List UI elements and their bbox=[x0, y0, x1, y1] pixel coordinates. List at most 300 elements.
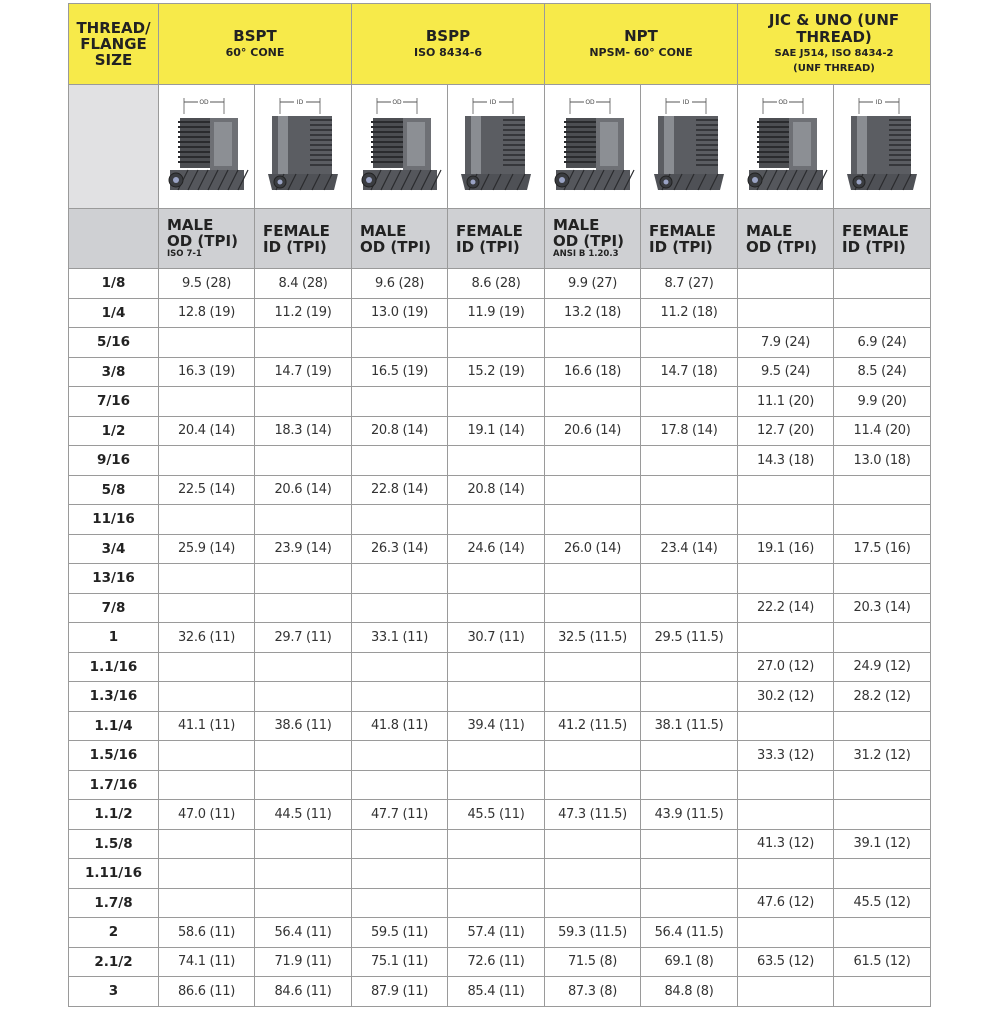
value-cell: 31.2 (12) bbox=[834, 741, 931, 771]
value-cell: 8.7 (27) bbox=[641, 269, 738, 299]
value-cell: 11.9 (19) bbox=[448, 298, 545, 328]
size-cell: 1.11/16 bbox=[69, 859, 159, 889]
value-cell: 20.6 (14) bbox=[255, 475, 352, 505]
value-cell bbox=[255, 741, 352, 771]
value-cell: 69.1 (8) bbox=[641, 947, 738, 977]
value-cell: 22.5 (14) bbox=[159, 475, 255, 505]
value-cell bbox=[255, 564, 352, 594]
value-cell: 12.7 (20) bbox=[738, 416, 834, 446]
size-cell: 2 bbox=[69, 918, 159, 948]
value-cell: 74.1 (11) bbox=[159, 947, 255, 977]
value-cell bbox=[255, 505, 352, 535]
value-cell bbox=[641, 829, 738, 859]
column-label-row bbox=[69, 209, 931, 269]
size-cell: 1/8 bbox=[69, 269, 159, 299]
value-cell: 22.8 (14) bbox=[352, 475, 448, 505]
value-cell bbox=[352, 387, 448, 417]
table-row bbox=[69, 652, 931, 682]
value-cell bbox=[545, 593, 641, 623]
illustration-cell bbox=[159, 85, 255, 209]
value-cell: 47.0 (11) bbox=[159, 800, 255, 830]
dimension-label: ID bbox=[682, 98, 690, 106]
value-cell: 59.3 (11.5) bbox=[545, 918, 641, 948]
value-cell: 18.3 (14) bbox=[255, 416, 352, 446]
table-row bbox=[69, 269, 931, 299]
value-cell: 9.5 (24) bbox=[738, 357, 834, 387]
group-header-bspp: BSPP ISO 8434-6 bbox=[352, 4, 545, 85]
table-row bbox=[69, 298, 931, 328]
column-label-measure: OD (TPI) bbox=[746, 237, 817, 256]
illustration-cell bbox=[352, 85, 448, 209]
value-cell: 9.9 (27) bbox=[545, 269, 641, 299]
value-cell bbox=[641, 859, 738, 889]
value-cell: 75.1 (11) bbox=[352, 947, 448, 977]
size-cell: 13/16 bbox=[69, 564, 159, 594]
column-label-measure: OD (TPI) bbox=[553, 232, 624, 250]
value-cell bbox=[738, 623, 834, 653]
size-cell: 5/8 bbox=[69, 475, 159, 505]
value-cell: 72.6 (11) bbox=[448, 947, 545, 977]
table-row bbox=[69, 918, 931, 948]
illustration-row bbox=[69, 85, 931, 209]
value-cell bbox=[545, 328, 641, 358]
value-cell: 14.3 (18) bbox=[738, 446, 834, 476]
value-cell: 41.1 (11) bbox=[159, 711, 255, 741]
male-fitting-icon bbox=[164, 88, 250, 206]
value-cell: 12.8 (19) bbox=[159, 298, 255, 328]
value-cell bbox=[159, 829, 255, 859]
size-cell: 7/16 bbox=[69, 387, 159, 417]
value-cell: 8.4 (28) bbox=[255, 269, 352, 299]
value-cell: 32.5 (11.5) bbox=[545, 623, 641, 653]
column-label-type: MALE bbox=[553, 216, 600, 234]
value-cell: 32.6 (11) bbox=[159, 623, 255, 653]
column-label-type: FEMALE bbox=[263, 221, 330, 240]
size-cell: 1.1/4 bbox=[69, 711, 159, 741]
group-header-npt: NPT NPSM- 60° CONE bbox=[545, 4, 738, 85]
size-cell: 3 bbox=[69, 977, 159, 1007]
value-cell: 20.3 (14) bbox=[834, 593, 931, 623]
value-cell bbox=[834, 770, 931, 800]
value-cell bbox=[352, 652, 448, 682]
value-cell: 16.6 (18) bbox=[545, 357, 641, 387]
value-cell bbox=[545, 859, 641, 889]
value-cell: 13.0 (18) bbox=[834, 446, 931, 476]
value-cell bbox=[255, 888, 352, 918]
table-row bbox=[69, 682, 931, 712]
female-fitting-icon bbox=[453, 88, 539, 206]
value-cell bbox=[352, 770, 448, 800]
value-cell bbox=[834, 564, 931, 594]
value-cell bbox=[545, 387, 641, 417]
column-label-measure: ID (TPI) bbox=[263, 237, 327, 256]
column-label bbox=[352, 209, 448, 269]
value-cell bbox=[545, 652, 641, 682]
value-cell: 7.9 (24) bbox=[738, 328, 834, 358]
value-cell: 22.2 (14) bbox=[738, 593, 834, 623]
value-cell bbox=[159, 770, 255, 800]
female-fitting-icon bbox=[839, 88, 925, 206]
size-cell: 1/2 bbox=[69, 416, 159, 446]
value-cell bbox=[448, 741, 545, 771]
value-cell bbox=[255, 328, 352, 358]
column-label-corner bbox=[69, 209, 159, 269]
value-cell bbox=[448, 328, 545, 358]
female-fitting-icon bbox=[260, 88, 346, 206]
value-cell bbox=[834, 977, 931, 1007]
value-cell bbox=[834, 859, 931, 889]
value-cell: 41.2 (11.5) bbox=[545, 711, 641, 741]
value-cell: 11.2 (19) bbox=[255, 298, 352, 328]
value-cell bbox=[834, 800, 931, 830]
value-cell: 38.6 (11) bbox=[255, 711, 352, 741]
value-cell bbox=[545, 741, 641, 771]
value-cell bbox=[255, 770, 352, 800]
value-cell bbox=[352, 682, 448, 712]
table-row bbox=[69, 829, 931, 859]
value-cell: 84.8 (8) bbox=[641, 977, 738, 1007]
column-label bbox=[159, 209, 255, 269]
value-cell: 39.1 (12) bbox=[834, 829, 931, 859]
size-cell: 1/4 bbox=[69, 298, 159, 328]
thread-flange-size-header: THREAD/ FLANGE SIZE bbox=[69, 4, 159, 85]
group-header-jic-uno: JIC & UNO (UNF THREAD) SAE J514, ISO 8434-2 (UNF THREAD) bbox=[738, 4, 931, 85]
dimension-label: OD bbox=[584, 98, 595, 106]
size-cell: 1.1/2 bbox=[69, 800, 159, 830]
value-cell: 71.5 (8) bbox=[545, 947, 641, 977]
value-cell bbox=[352, 888, 448, 918]
value-cell bbox=[159, 682, 255, 712]
value-cell bbox=[448, 682, 545, 712]
table-row bbox=[69, 593, 931, 623]
value-cell bbox=[448, 564, 545, 594]
value-cell: 9.6 (28) bbox=[352, 269, 448, 299]
dimension-label: OD bbox=[198, 98, 209, 106]
size-cell: 9/16 bbox=[69, 446, 159, 476]
value-cell bbox=[159, 564, 255, 594]
value-cell bbox=[159, 446, 255, 476]
value-cell: 9.9 (20) bbox=[834, 387, 931, 417]
value-cell bbox=[159, 888, 255, 918]
table-row bbox=[69, 741, 931, 771]
female-fitting-icon bbox=[646, 88, 732, 206]
column-label-measure: OD (TPI) bbox=[167, 232, 238, 250]
value-cell: 8.6 (28) bbox=[448, 269, 545, 299]
male-fitting-icon bbox=[743, 88, 829, 206]
value-cell bbox=[738, 269, 834, 299]
column-label-standard: ISO 7-1 bbox=[167, 249, 202, 259]
table-row bbox=[69, 387, 931, 417]
value-cell bbox=[159, 859, 255, 889]
value-cell bbox=[641, 741, 738, 771]
value-cell: 85.4 (11) bbox=[448, 977, 545, 1007]
value-cell bbox=[255, 682, 352, 712]
value-cell: 25.9 (14) bbox=[159, 534, 255, 564]
group-header-bspt: BSPT 60° CONE bbox=[159, 4, 352, 85]
value-cell: 57.4 (11) bbox=[448, 918, 545, 948]
value-cell: 15.2 (19) bbox=[448, 357, 545, 387]
size-cell: 2.1/2 bbox=[69, 947, 159, 977]
value-cell: 47.3 (11.5) bbox=[545, 800, 641, 830]
column-label bbox=[738, 209, 834, 269]
table-row bbox=[69, 416, 931, 446]
table-row bbox=[69, 534, 931, 564]
value-cell: 27.0 (12) bbox=[738, 652, 834, 682]
size-cell: 1.5/8 bbox=[69, 829, 159, 859]
value-cell: 9.5 (28) bbox=[159, 269, 255, 299]
value-cell bbox=[448, 888, 545, 918]
value-cell bbox=[352, 564, 448, 594]
value-cell: 84.6 (11) bbox=[255, 977, 352, 1007]
value-cell bbox=[352, 505, 448, 535]
value-cell: 30.2 (12) bbox=[738, 682, 834, 712]
value-cell: 86.6 (11) bbox=[159, 977, 255, 1007]
value-cell bbox=[738, 564, 834, 594]
value-cell bbox=[545, 475, 641, 505]
value-cell: 30.7 (11) bbox=[448, 623, 545, 653]
table-row bbox=[69, 623, 931, 653]
value-cell bbox=[448, 652, 545, 682]
illustration-cell bbox=[448, 85, 545, 209]
value-cell bbox=[159, 328, 255, 358]
table-row bbox=[69, 505, 931, 535]
value-cell: 87.3 (8) bbox=[545, 977, 641, 1007]
column-label-measure: ID (TPI) bbox=[649, 237, 713, 256]
value-cell: 26.0 (14) bbox=[545, 534, 641, 564]
value-cell bbox=[448, 829, 545, 859]
value-cell: 45.5 (12) bbox=[834, 888, 931, 918]
value-cell bbox=[738, 977, 834, 1007]
value-cell bbox=[641, 475, 738, 505]
value-cell bbox=[834, 711, 931, 741]
value-cell: 19.1 (14) bbox=[448, 416, 545, 446]
value-cell: 43.9 (11.5) bbox=[641, 800, 738, 830]
table-row bbox=[69, 711, 931, 741]
value-cell bbox=[159, 505, 255, 535]
value-cell: 29.5 (11.5) bbox=[641, 623, 738, 653]
dimension-label: ID bbox=[875, 98, 883, 106]
value-cell bbox=[834, 918, 931, 948]
table-row bbox=[69, 888, 931, 918]
illustration-cell bbox=[834, 85, 931, 209]
value-cell bbox=[641, 564, 738, 594]
illustration-corner bbox=[69, 85, 159, 209]
size-cell: 1.1/16 bbox=[69, 652, 159, 682]
value-cell: 6.9 (24) bbox=[834, 328, 931, 358]
column-label-measure: ID (TPI) bbox=[842, 237, 906, 256]
male-fitting-icon bbox=[550, 88, 636, 206]
value-cell: 56.4 (11.5) bbox=[641, 918, 738, 948]
group-header-row bbox=[69, 4, 931, 85]
value-cell bbox=[641, 682, 738, 712]
value-cell bbox=[255, 387, 352, 417]
table-row bbox=[69, 446, 931, 476]
column-label-measure: ID (TPI) bbox=[456, 237, 520, 256]
value-cell bbox=[352, 741, 448, 771]
value-cell: 38.1 (11.5) bbox=[641, 711, 738, 741]
value-cell: 63.5 (12) bbox=[738, 947, 834, 977]
value-cell bbox=[159, 652, 255, 682]
table-row bbox=[69, 977, 931, 1007]
value-cell bbox=[738, 800, 834, 830]
value-cell bbox=[834, 623, 931, 653]
value-cell bbox=[545, 505, 641, 535]
value-cell bbox=[738, 505, 834, 535]
value-cell: 23.9 (14) bbox=[255, 534, 352, 564]
thread-size-table bbox=[68, 3, 931, 1007]
column-label bbox=[255, 209, 352, 269]
size-cell: 3/4 bbox=[69, 534, 159, 564]
value-cell: 20.6 (14) bbox=[545, 416, 641, 446]
table-body bbox=[69, 269, 931, 1007]
size-cell: 1.7/16 bbox=[69, 770, 159, 800]
column-label bbox=[448, 209, 545, 269]
value-cell: 11.1 (20) bbox=[738, 387, 834, 417]
value-cell bbox=[545, 564, 641, 594]
value-cell: 23.4 (14) bbox=[641, 534, 738, 564]
size-cell: 1.5/16 bbox=[69, 741, 159, 771]
table-row bbox=[69, 859, 931, 889]
value-cell: 13.0 (19) bbox=[352, 298, 448, 328]
value-cell bbox=[352, 859, 448, 889]
value-cell: 16.5 (19) bbox=[352, 357, 448, 387]
value-cell bbox=[641, 446, 738, 476]
value-cell: 41.8 (11) bbox=[352, 711, 448, 741]
value-cell: 45.5 (11) bbox=[448, 800, 545, 830]
value-cell bbox=[352, 593, 448, 623]
value-cell bbox=[545, 770, 641, 800]
illustration-cell bbox=[545, 85, 641, 209]
value-cell: 47.7 (11) bbox=[352, 800, 448, 830]
dimension-label: OD bbox=[391, 98, 402, 106]
value-cell bbox=[834, 505, 931, 535]
value-cell bbox=[641, 505, 738, 535]
value-cell bbox=[255, 859, 352, 889]
column-label bbox=[641, 209, 738, 269]
value-cell bbox=[738, 711, 834, 741]
value-cell: 11.2 (18) bbox=[641, 298, 738, 328]
value-cell: 71.9 (11) bbox=[255, 947, 352, 977]
value-cell: 58.6 (11) bbox=[159, 918, 255, 948]
value-cell: 20.8 (14) bbox=[448, 475, 545, 505]
value-cell bbox=[159, 593, 255, 623]
value-cell: 33.1 (11) bbox=[352, 623, 448, 653]
value-cell: 39.4 (11) bbox=[448, 711, 545, 741]
value-cell: 33.3 (12) bbox=[738, 741, 834, 771]
size-cell: 1 bbox=[69, 623, 159, 653]
value-cell bbox=[255, 652, 352, 682]
value-cell bbox=[738, 918, 834, 948]
column-label-type: FEMALE bbox=[649, 221, 716, 240]
value-cell bbox=[834, 269, 931, 299]
column-label bbox=[545, 209, 641, 269]
value-cell bbox=[834, 298, 931, 328]
value-cell: 28.2 (12) bbox=[834, 682, 931, 712]
value-cell bbox=[738, 859, 834, 889]
value-cell: 14.7 (18) bbox=[641, 357, 738, 387]
value-cell bbox=[738, 475, 834, 505]
column-label-type: FEMALE bbox=[456, 221, 523, 240]
value-cell bbox=[352, 829, 448, 859]
illustration-cell bbox=[641, 85, 738, 209]
value-cell bbox=[448, 770, 545, 800]
value-cell bbox=[159, 741, 255, 771]
column-label-measure: OD (TPI) bbox=[360, 237, 431, 256]
value-cell: 44.5 (11) bbox=[255, 800, 352, 830]
column-label-type: MALE bbox=[167, 216, 214, 234]
value-cell: 59.5 (11) bbox=[352, 918, 448, 948]
value-cell: 20.8 (14) bbox=[352, 416, 448, 446]
value-cell: 24.6 (14) bbox=[448, 534, 545, 564]
value-cell: 19.1 (16) bbox=[738, 534, 834, 564]
size-cell: 1.7/8 bbox=[69, 888, 159, 918]
illustration-cell bbox=[738, 85, 834, 209]
value-cell bbox=[834, 475, 931, 505]
value-cell bbox=[641, 770, 738, 800]
value-cell: 17.5 (16) bbox=[834, 534, 931, 564]
value-cell bbox=[448, 859, 545, 889]
value-cell: 13.2 (18) bbox=[545, 298, 641, 328]
column-label bbox=[834, 209, 931, 269]
table-row bbox=[69, 564, 931, 594]
column-label-standard: ANSI B 1.20.3 bbox=[553, 249, 619, 259]
value-cell: 26.3 (14) bbox=[352, 534, 448, 564]
value-cell bbox=[641, 888, 738, 918]
size-cell: 11/16 bbox=[69, 505, 159, 535]
value-cell bbox=[352, 328, 448, 358]
value-cell: 11.4 (20) bbox=[834, 416, 931, 446]
value-cell bbox=[448, 593, 545, 623]
value-cell bbox=[352, 446, 448, 476]
size-cell: 5/16 bbox=[69, 328, 159, 358]
value-cell bbox=[641, 593, 738, 623]
value-cell bbox=[448, 387, 545, 417]
male-fitting-icon bbox=[357, 88, 443, 206]
value-cell: 24.9 (12) bbox=[834, 652, 931, 682]
dimension-label: ID bbox=[296, 98, 304, 106]
value-cell bbox=[641, 652, 738, 682]
value-cell bbox=[255, 593, 352, 623]
table-row bbox=[69, 800, 931, 830]
value-cell: 47.6 (12) bbox=[738, 888, 834, 918]
value-cell bbox=[159, 387, 255, 417]
value-cell: 61.5 (12) bbox=[834, 947, 931, 977]
column-label-type: MALE bbox=[360, 221, 407, 240]
column-label-type: FEMALE bbox=[842, 221, 909, 240]
value-cell bbox=[738, 770, 834, 800]
value-cell bbox=[255, 446, 352, 476]
value-cell bbox=[448, 505, 545, 535]
value-cell: 29.7 (11) bbox=[255, 623, 352, 653]
size-cell: 3/8 bbox=[69, 357, 159, 387]
table-row bbox=[69, 947, 931, 977]
value-cell bbox=[641, 387, 738, 417]
value-cell bbox=[545, 446, 641, 476]
value-cell bbox=[545, 682, 641, 712]
dimension-label: ID bbox=[489, 98, 497, 106]
value-cell bbox=[641, 328, 738, 358]
table-row bbox=[69, 475, 931, 505]
value-cell bbox=[448, 446, 545, 476]
value-cell: 41.3 (12) bbox=[738, 829, 834, 859]
illustration-cell bbox=[255, 85, 352, 209]
value-cell bbox=[255, 829, 352, 859]
value-cell: 8.5 (24) bbox=[834, 357, 931, 387]
table-row bbox=[69, 357, 931, 387]
value-cell: 17.8 (14) bbox=[641, 416, 738, 446]
dimension-label: OD bbox=[777, 98, 788, 106]
size-cell: 7/8 bbox=[69, 593, 159, 623]
